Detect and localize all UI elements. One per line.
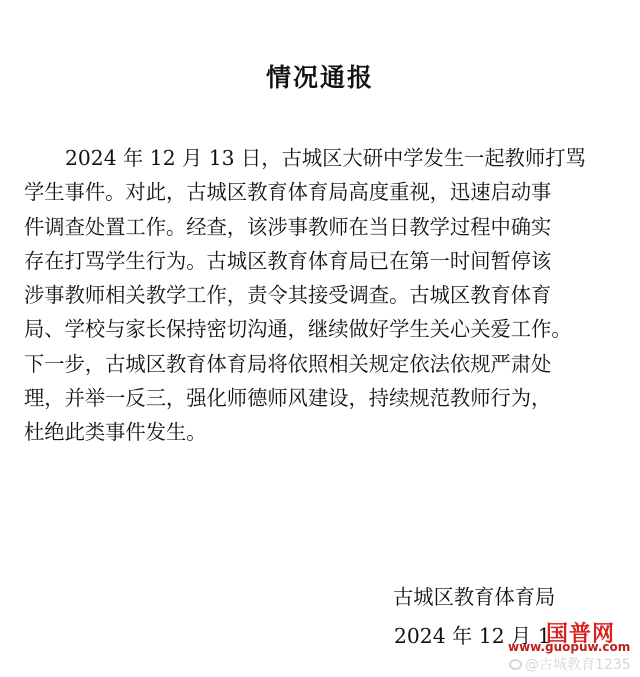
document-title: 情况通报 <box>265 63 374 92</box>
body-line: 下一步，古城区教育体育局将依照相关规定依法依规严肃处 <box>24 351 552 376</box>
signature-organization: 古城区教育体育局 <box>393 585 556 609</box>
body-line: 学生事件。对此，古城区教育体育局高度重视，迅速启动事 <box>24 180 552 205</box>
body-line: 件调查处置工作。经查，该涉事教师在当日教学过程中确实 <box>24 214 552 239</box>
body-line: 2024 年 12 月 13 日，古城区大研中学发生一起教师打骂 <box>65 146 586 170</box>
body-line: 涉事教师相关教学工作，责令其接受调查。古城区教育体育 <box>24 283 552 308</box>
watermark-url: www.guopuw.com <box>508 640 631 654</box>
report-body <box>24 141 624 450</box>
weibo-watermark <box>509 654 631 674</box>
body-line: 杜绝此类事件发生。 <box>24 420 207 445</box>
weibo-handle: @古城教育1235 <box>525 657 631 673</box>
signature-date: 2024 年 12 月 1 <box>394 624 551 648</box>
body-line: 局、学校与家长保持密切沟通，继续做好学生关心关爱工作。 <box>24 317 572 342</box>
body-line: 理，并举一反三，强化师德师风建设，持续规范教师行为， <box>24 386 552 411</box>
watermark-logo: 国普网 <box>546 622 616 647</box>
body-line: 存在打骂学生行为。古城区教育体育局已在第一时间暂停该 <box>24 248 552 273</box>
weibo-icon <box>509 659 522 670</box>
